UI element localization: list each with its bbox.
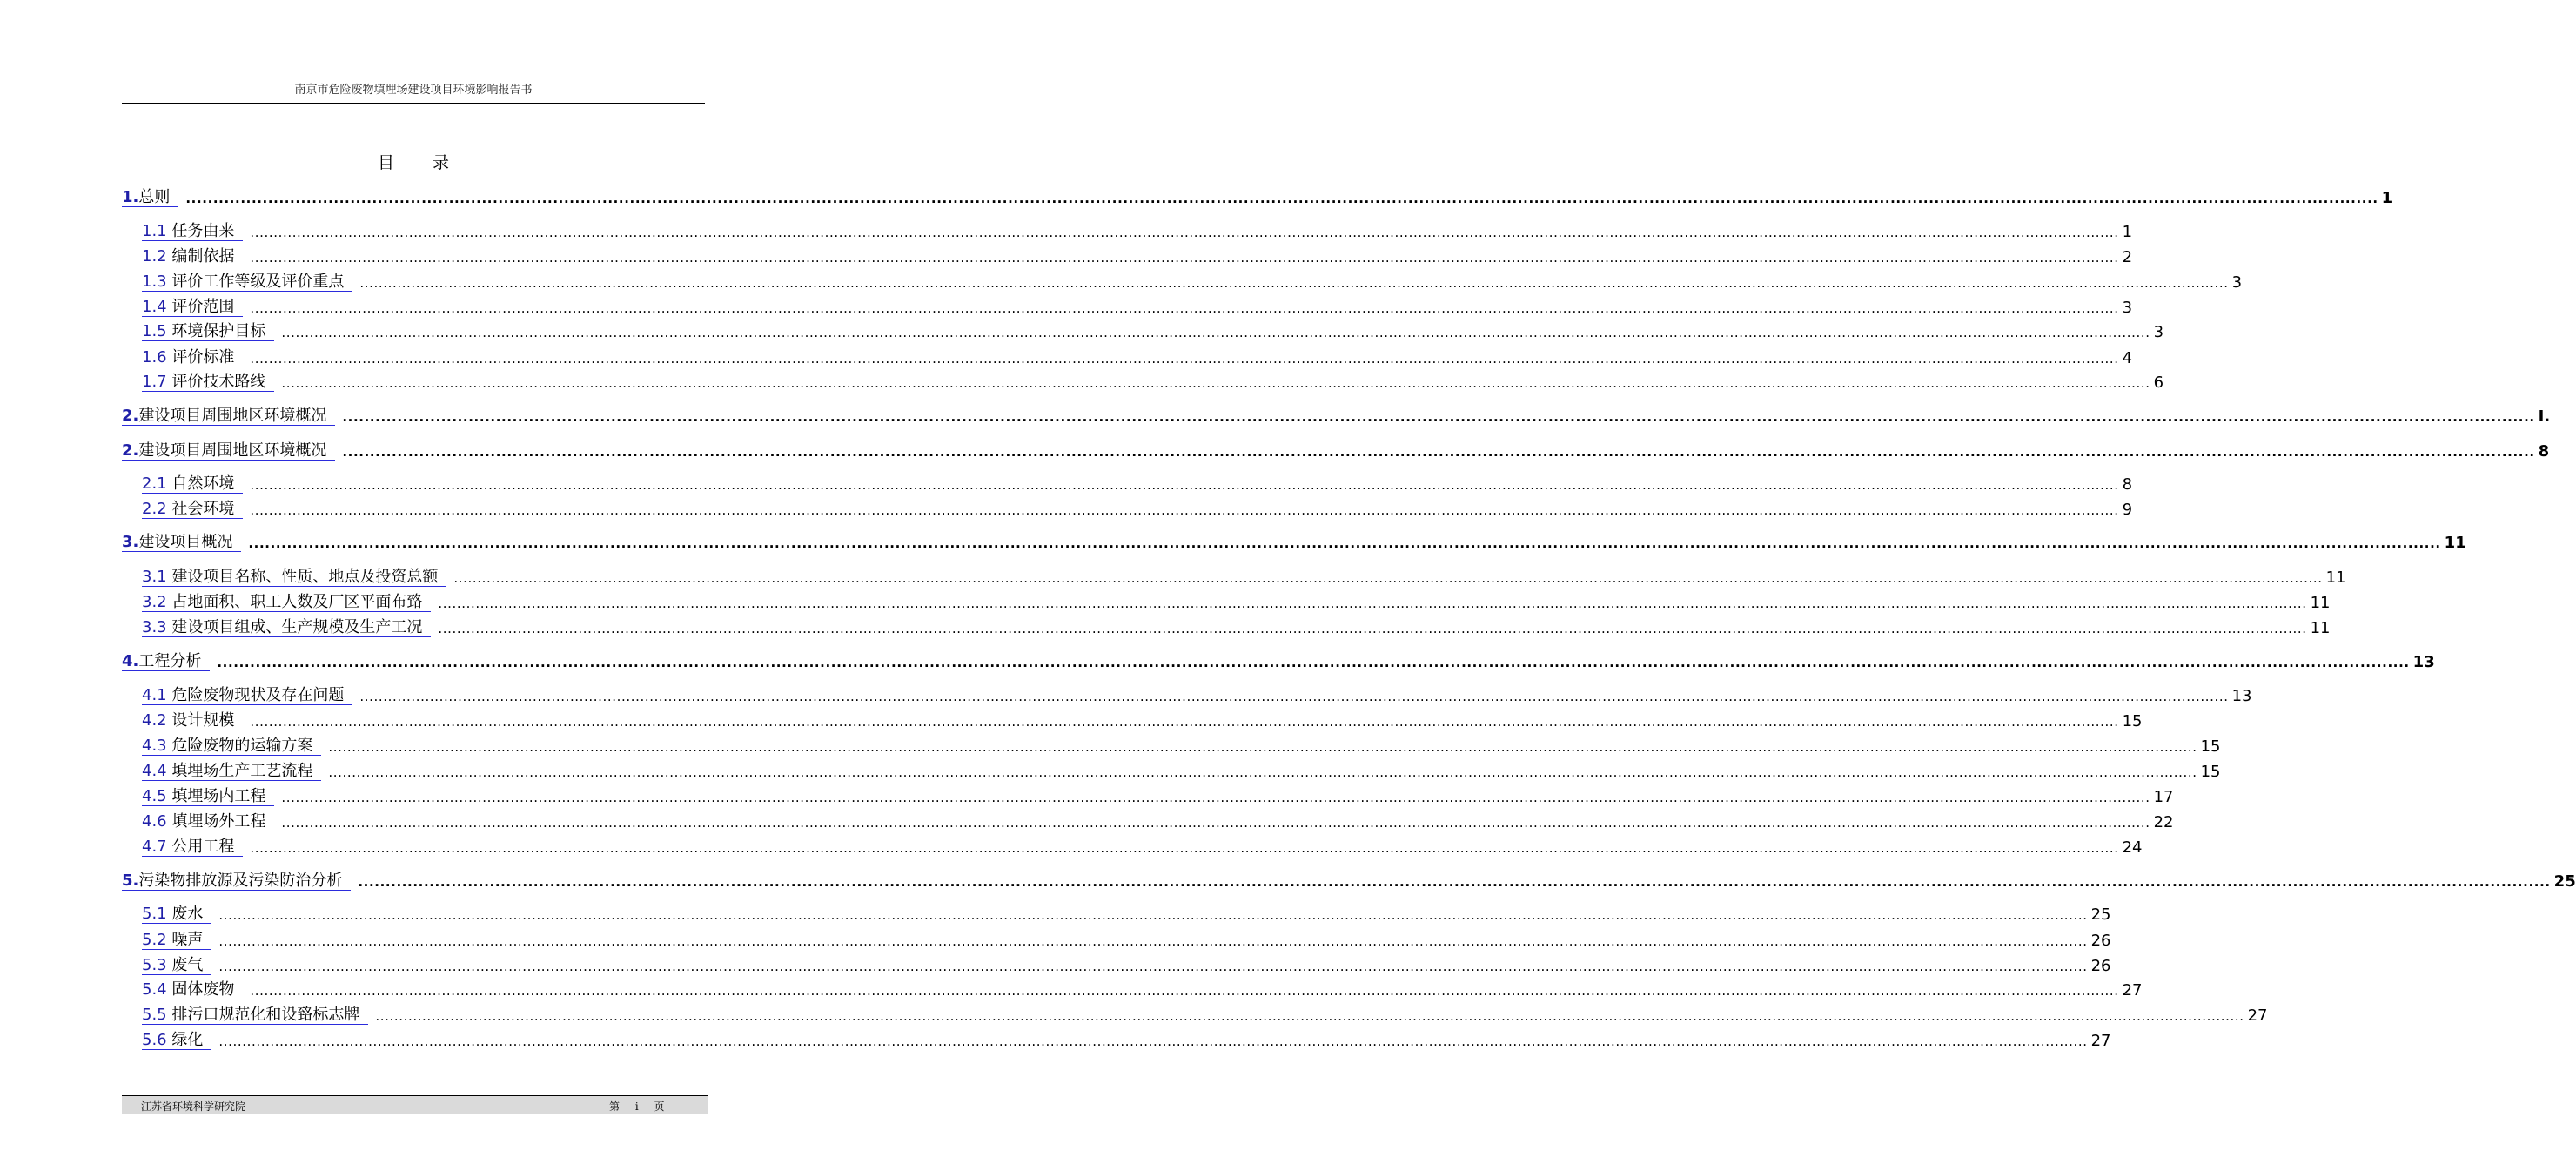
toc-section-entry[interactable] [142, 246, 2133, 266]
toc-entry-title: 评价标准 [171, 348, 235, 367]
toc-entry-number: 1.7 [142, 373, 167, 391]
toc-entry-link[interactable] [122, 534, 241, 552]
toc-entry-number: 3. [122, 533, 139, 551]
toc-page-number: 15 [2122, 712, 2143, 730]
toc-entry-title: 工程分析 [138, 652, 202, 670]
toc-entry-title: 噪声 [171, 931, 204, 949]
toc-page-number: 1 [2122, 223, 2133, 241]
toc-entry-number: 1.4 [142, 298, 167, 316]
toc-entry-number: 5.2 [142, 931, 167, 949]
toc-chapter-entry[interactable] [122, 440, 2550, 461]
toc-section-entry[interactable] [142, 811, 2174, 831]
toc-entry-number: 1.6 [142, 348, 167, 367]
toc-page-number: 25 [2553, 872, 2576, 891]
toc-section-entry[interactable] [142, 616, 2331, 637]
toc-entry-number: 1. [122, 188, 139, 206]
toc-page-number: 17 [2153, 788, 2174, 806]
toc-entry-number: 4.1 [142, 686, 167, 704]
toc-entry-link[interactable] [142, 981, 243, 999]
toc-entry-number: 1.3 [142, 273, 167, 291]
toc-dot-leader: ................................................................................................................................................................................................................................................................................................................................................................................................................ [218, 907, 2088, 923]
footer-page-number: 第 i 页 [609, 1100, 665, 1113]
toc-page-number: 4 [2122, 349, 2133, 367]
toc-section-entry[interactable] [142, 735, 2221, 756]
toc-entry-link[interactable] [122, 872, 351, 891]
toc-entry-number: 5. [122, 872, 139, 890]
toc-entry-link[interactable] [142, 813, 274, 831]
toc-dot-leader: ................................................................................................................................................................................................................................................................................................................................................................................................................ [250, 983, 2119, 999]
toc-entry-title: 评价范围 [171, 298, 235, 316]
toc-dot-leader: ................................................................................................................................................................................................................................................................................................................................................................................................................ [250, 225, 2119, 240]
toc-entry-link[interactable] [142, 594, 431, 612]
toc-dot-leader: ................................................................................................................................................................................................................................................................................................................................................................................................................ [453, 570, 2323, 586]
toc-section-entry[interactable] [142, 785, 2174, 806]
toc-entry-link[interactable] [142, 349, 243, 367]
toc-entry-title: 污染物排放源及污染防治分析 [138, 872, 343, 890]
toc-entry-number: 5.5 [142, 1006, 167, 1024]
toc-entry-title: 评价技术路线 [171, 373, 266, 391]
page-footer [122, 1095, 708, 1114]
toc-page-number: 27 [2247, 1006, 2268, 1025]
toc-entry-title: 填埋场生产工艺流程 [171, 762, 313, 780]
toc-page-number: 13 [2412, 653, 2435, 671]
toc-dot-leader: ................................................................................................................................................................................................................................................................................................................................................................................................................ [250, 840, 2119, 856]
toc-entry-title: 填埋场外工程 [171, 812, 266, 831]
toc-entry-link[interactable] [122, 189, 178, 207]
toc-entry-link[interactable] [142, 763, 321, 781]
toc-entry-title: 自然环境 [171, 474, 235, 493]
toc-dot-leader: ................................................................................................................................................................................................................................................................................................................................................................................................................ [281, 815, 2150, 831]
toc-entry-title: 环境保护目标 [171, 322, 266, 340]
toc-page-number: 26 [2090, 957, 2111, 975]
toc-entry-link[interactable] [142, 838, 243, 857]
toc-entry-link[interactable] [142, 223, 243, 241]
toc-entry-title: 建设项目名称、性质、地点及投资总额 [171, 568, 439, 586]
toc-entry-link[interactable] [122, 442, 335, 461]
toc-entry-title: 评价工作等级及评价重点 [171, 273, 345, 291]
toc-entry-link[interactable] [142, 1032, 211, 1050]
toc-entry-title: 社会环境 [171, 500, 235, 518]
toc-section-entry[interactable] [142, 498, 2133, 519]
toc-dot-leader: ................................................................................................................................................................................................................................................................................................................................................................................................................ [218, 959, 2088, 974]
toc-dot-leader: ................................................................................................................................................................................................................................................................................................................................................................................................................ [250, 502, 2119, 518]
toc-page-number: 25 [2090, 905, 2111, 924]
toc-page-number: 8 [2538, 442, 2550, 461]
toc-entry-link[interactable] [142, 712, 243, 730]
toc-entry-link[interactable] [142, 374, 274, 392]
toc-dot-leader: ................................................................................................................................................................................................................................................................................................................................................................................................................ [250, 300, 2119, 316]
toc-entry-title: 危险废物现状及存在问题 [171, 686, 345, 704]
toc-entry-number: 2.1 [142, 474, 167, 493]
toc-chapter-entry[interactable] [122, 186, 2393, 207]
toc-page-number: 9 [2122, 501, 2133, 519]
toc-section-entry[interactable] [142, 1029, 2111, 1050]
toc-entry-title: 编制依据 [171, 247, 235, 266]
toc-section-entry[interactable] [142, 979, 2143, 999]
toc-entry-number: 4.7 [142, 838, 167, 856]
toc-entry-number: 1.5 [142, 322, 167, 340]
toc-entry-link[interactable] [142, 475, 243, 494]
toc-entry-link[interactable] [142, 737, 321, 756]
toc-entry-link[interactable] [122, 407, 335, 426]
toc-entry-title: 设计规模 [171, 711, 235, 730]
toc-entry-title: 废水 [171, 905, 204, 923]
toc-entry-title: 建设项目概况 [138, 533, 233, 551]
toc-section-entry[interactable] [142, 371, 2164, 392]
toc-entry-title: 固体废物 [171, 980, 235, 999]
toc-section-entry[interactable] [142, 760, 2221, 781]
toc-dot-leader: ................................................................................................................................................................................................................................................................................................................................................................................................................ [328, 739, 2197, 755]
toc-entry-number: 2.2 [142, 500, 167, 518]
toc-page-number: 27 [2090, 1032, 2111, 1050]
toc-page-number: 1 [2381, 189, 2393, 207]
toc-dot-leader: ................................................................................................................................................................................................................................................................................................................................................................................................................ [250, 250, 2119, 266]
toc-section-entry[interactable] [142, 296, 2133, 317]
toc-entry-link[interactable] [142, 273, 352, 292]
toc-page-number: 3 [2122, 299, 2133, 317]
toc-page-number: 13 [2231, 687, 2252, 705]
toc-entry-link[interactable] [142, 299, 243, 317]
toc-dot-leader: ................................................................................................................................................................................................................................................................................................................................................................................................................ [375, 1008, 2244, 1024]
toc-dot-leader: ................................................................................................................................................................................................................................................................................................................................................................................................................ [217, 655, 2410, 670]
toc-dot-leader: ................................................................................................................................................................................................................................................................................................................................................................................................................ [359, 689, 2229, 704]
toc-entry-number: 4.4 [142, 762, 167, 780]
toc-page-number: 22 [2153, 813, 2174, 831]
toc-dot-leader: ................................................................................................................................................................................................................................................................................................................................................................................................................ [185, 191, 2378, 206]
toc-section-entry[interactable] [142, 710, 2143, 730]
toc-entry-title: 建设项目组成、生产规模及生产工况 [171, 618, 423, 636]
toc-entry-title: 占地面积、职工人数及厂区平面布臵 [171, 593, 423, 611]
toc-dot-leader: ................................................................................................................................................................................................................................................................................................................................................................................................................ [218, 1033, 2088, 1049]
toc-section-entry[interactable] [142, 347, 2133, 367]
toc-dot-leader: ................................................................................................................................................................................................................................................................................................................................................................................................................ [358, 874, 2551, 890]
toc-section-entry[interactable] [142, 684, 2252, 705]
toc-page-number: 2 [2122, 248, 2133, 266]
toc-page-number: I. [2538, 407, 2551, 426]
toc-entry-number: 4.5 [142, 787, 167, 805]
toc-entry-number: 5.3 [142, 956, 167, 974]
toc-entry-link[interactable] [142, 569, 446, 587]
toc-section-entry[interactable] [142, 473, 2133, 494]
toc-chapter-entry[interactable] [122, 405, 2551, 426]
toc-entry-title: 排污口规范化和设臵标志牌 [171, 1006, 360, 1024]
toc-section-entry[interactable] [142, 903, 2111, 924]
toc-section-entry[interactable] [142, 591, 2331, 612]
toc-dot-leader: ................................................................................................................................................................................................................................................................................................................................................................................................................ [250, 351, 2119, 367]
toc-entry-number: 2. [122, 407, 139, 425]
running-header: 南京市危险废物填埋场建设项目环境影响报告书 [294, 84, 533, 97]
toc-page-number: 27 [2122, 981, 2143, 999]
toc-entry-number: 4.3 [142, 737, 167, 755]
toc-dot-leader: ................................................................................................................................................................................................................................................................................................................................................................................................................ [250, 477, 2119, 493]
toc-dot-leader: ................................................................................................................................................................................................................................................................................................................................................................................................................ [248, 535, 2441, 551]
toc-chapter-entry[interactable] [122, 650, 2435, 671]
toc-entry-number: 1.2 [142, 247, 167, 266]
toc-page-number: 8 [2122, 475, 2133, 494]
toc-section-entry[interactable] [142, 954, 2111, 975]
toc-page-number: 24 [2122, 838, 2143, 857]
toc-entry-number: 5.1 [142, 905, 167, 923]
toc-dot-leader: ................................................................................................................................................................................................................................................................................................................................................................................................................ [342, 444, 2535, 460]
toc-entry-number: 5.6 [142, 1031, 167, 1049]
toc-dot-leader: ................................................................................................................................................................................................................................................................................................................................................................................................................ [250, 714, 2119, 730]
toc-section-entry[interactable] [142, 836, 2143, 857]
footer-organization: 江苏省环境科学研究院 [141, 1100, 246, 1113]
toc-dot-leader: ................................................................................................................................................................................................................................................................................................................................................................................................................ [281, 790, 2150, 805]
toc-entry-number: 3.3 [142, 618, 167, 636]
toc-entry-title: 废气 [171, 956, 204, 974]
toc-entry-number: 2. [122, 441, 139, 460]
toc-entry-number: 4.2 [142, 711, 167, 730]
toc-page-number: 3 [2231, 273, 2243, 292]
toc-page-number: 3 [2153, 323, 2164, 341]
toc-entry-link[interactable] [142, 248, 243, 266]
toc-page-number: 26 [2090, 932, 2111, 950]
toc-entry-number: 3.1 [142, 568, 167, 586]
toc-entry-title: 任务由来 [171, 222, 235, 240]
toc-page-number: 6 [2153, 374, 2164, 392]
toc-dot-leader: ................................................................................................................................................................................................................................................................................................................................................................................................................ [438, 596, 2307, 611]
toc-entry-number: 3.2 [142, 593, 167, 611]
toc-entry-number: 4. [122, 652, 139, 670]
toc-entry-number: 1.1 [142, 222, 167, 240]
toc-entry-link[interactable] [142, 932, 211, 950]
toc-entry-title: 绿化 [171, 1031, 204, 1049]
toc-section-entry[interactable] [142, 566, 2346, 587]
toc-section-entry[interactable] [142, 1004, 2268, 1025]
toc-section-entry[interactable] [142, 271, 2243, 292]
toc-page-number: 11 [2310, 619, 2331, 637]
toc-section-entry[interactable] [142, 320, 2164, 341]
toc-page-number: 15 [2200, 737, 2221, 756]
toc-entry-title: 填埋场内工程 [171, 787, 266, 805]
toc-dot-leader: ................................................................................................................................................................................................................................................................................................................................................................................................................ [281, 325, 2150, 340]
toc-chapter-entry[interactable] [122, 531, 2466, 552]
toc-dot-leader: ................................................................................................................................................................................................................................................................................................................................................................................................................ [359, 275, 2229, 291]
toc-entry-link[interactable] [122, 653, 210, 671]
toc-chapter-entry[interactable] [122, 870, 2576, 891]
toc-title: 目录 [377, 153, 487, 172]
toc-page-number: 11 [2325, 569, 2346, 587]
toc-dot-leader: ................................................................................................................................................................................................................................................................................................................................................................................................................ [438, 621, 2307, 636]
toc-entry-link[interactable] [142, 501, 243, 519]
toc-entry-link[interactable] [142, 788, 274, 806]
toc-page-number: 11 [2310, 594, 2331, 612]
toc-entry-link[interactable] [142, 619, 431, 637]
toc-page-number: 11 [2444, 534, 2466, 552]
toc-dot-leader: ................................................................................................................................................................................................................................................................................................................................................................................................................ [328, 764, 2197, 780]
toc-entry-link[interactable] [142, 323, 274, 341]
toc-entry-link[interactable] [142, 687, 352, 705]
toc-dot-leader: ................................................................................................................................................................................................................................................................................................................................................................................................................ [281, 375, 2150, 391]
toc-dot-leader: ................................................................................................................................................................................................................................................................................................................................................................................................................ [218, 933, 2088, 949]
toc-entry-number: 4.6 [142, 812, 167, 831]
toc-dot-leader: ................................................................................................................................................................................................................................................................................................................................................................................................................ [342, 409, 2535, 425]
toc-entry-link[interactable] [142, 1006, 368, 1025]
header-rule [122, 103, 705, 104]
toc-page-number: 15 [2200, 763, 2221, 781]
toc-entry-title: 危险废物的运输方案 [171, 737, 313, 755]
toc-section-entry[interactable] [142, 929, 2111, 950]
toc-entry-link[interactable] [142, 905, 211, 924]
toc-entry-number: 5.4 [142, 980, 167, 999]
toc-entry-link[interactable] [142, 957, 211, 975]
toc-entry-title: 公用工程 [171, 838, 235, 856]
toc-entry-title: 建设项目周围地区环境概况 [138, 407, 327, 425]
toc-entry-title: 总则 [138, 188, 171, 206]
toc-section-entry[interactable] [142, 220, 2133, 241]
toc-entry-title: 建设项目周围地区环境概况 [138, 441, 327, 460]
